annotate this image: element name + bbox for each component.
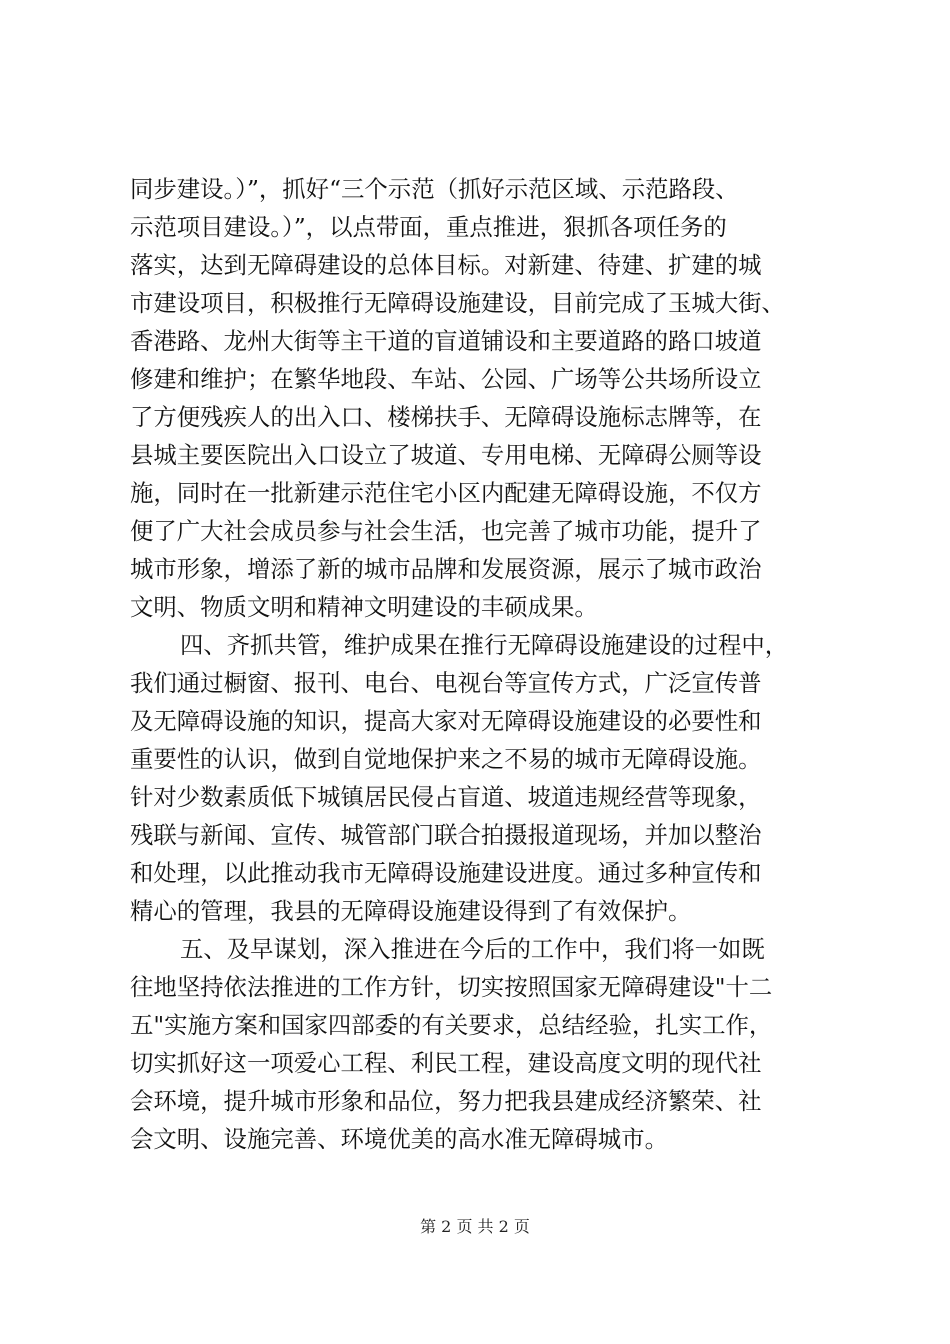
body-line: 往地坚持依法推进的工作方针，切实按照国家无障碍建设"十二 bbox=[130, 973, 773, 1001]
body-line: 落实，达到无障碍建设的总体目标。对新建、待建、扩建的城 bbox=[130, 251, 762, 279]
body-line: 城市形象，增添了新的城市品牌和发展资源，展示了城市政治 bbox=[130, 555, 762, 583]
body-line: 了方便残疾人的出入口、楼梯扶手、无障碍设施标志牌等，在 bbox=[130, 403, 762, 431]
body-line: 同步建设。）”，抓好“三个示范（抓好示范区域、示范路段、 bbox=[130, 175, 739, 203]
body-line: 县城主要医院出入口设立了坡道、专用电梯、无障碍公厕等设 bbox=[130, 441, 762, 469]
body-line: 施，同时在一批新建示范住宅小区内配建无障碍设施，不仅方 bbox=[130, 479, 762, 507]
body-line: 和处理，以此推动我市无障碍设施建设进度。通过多种宣传和 bbox=[130, 859, 762, 887]
body-line: 五、及早谋划，深入推进在今后的工作中，我们将一如既 bbox=[180, 935, 765, 963]
body-line: 重要性的认识，做到自觉地保护来之不易的城市无障碍设施。 bbox=[130, 745, 762, 773]
body-line: 修建和维护；在繁华地段、车站、公园、广场等公共场所设立 bbox=[130, 365, 762, 393]
body-line: 示范项目建设。）”，以点带面，重点推进，狠抓各项任务的 bbox=[130, 213, 727, 241]
body-line: 精心的管理，我县的无障碍设施建设得到了有效保护。 bbox=[130, 897, 692, 925]
body-line: 我们通过橱窗、报刊、电台、电视台等宣传方式，广泛宣传普 bbox=[130, 669, 762, 697]
body-line: 及无障碍设施的知识，提高大家对无障碍设施建设的必要性和 bbox=[130, 707, 762, 735]
body-line: 便了广大社会成员参与社会生活，也完善了城市功能，提升了 bbox=[130, 517, 762, 545]
document-body bbox=[130, 170, 835, 1158]
body-line: 针对少数素质低下城镇居民侵占盲道、坡道违规经营等现象， bbox=[130, 783, 762, 811]
page-footer: 第 2 页 共 2 页 bbox=[420, 1217, 530, 1236]
body-line: 会环境，提升城市形象和品位，努力把我县建成经济繁荣、社 bbox=[130, 1087, 762, 1115]
body-line: 残联与新闻、宣传、城管部门联合拍摄报道现场，并加以整治 bbox=[130, 821, 762, 849]
body-line: 香港路、龙州大街等主干道的盲道铺设和主要道路的路口坡道 bbox=[130, 327, 762, 355]
body-line: 切实抓好这一项爱心工程、利民工程，建设高度文明的现代社 bbox=[130, 1049, 762, 1077]
body-line: 四、齐抓共管，维护成果在推行无障碍设施建设的过程中， bbox=[180, 631, 789, 659]
body-line: 会文明、设施完善、环境优美的高水准无障碍城市。 bbox=[130, 1125, 668, 1153]
body-line: 五"实施方案和国家四部委的有关要求，总结经验，扎实工作， bbox=[130, 1011, 773, 1039]
body-line: 市建设项目，积极推行无障碍设施建设，目前完成了玉城大街、 bbox=[130, 289, 785, 317]
body-line: 文明、物质文明和精神文明建设的丰硕成果。 bbox=[130, 593, 598, 621]
